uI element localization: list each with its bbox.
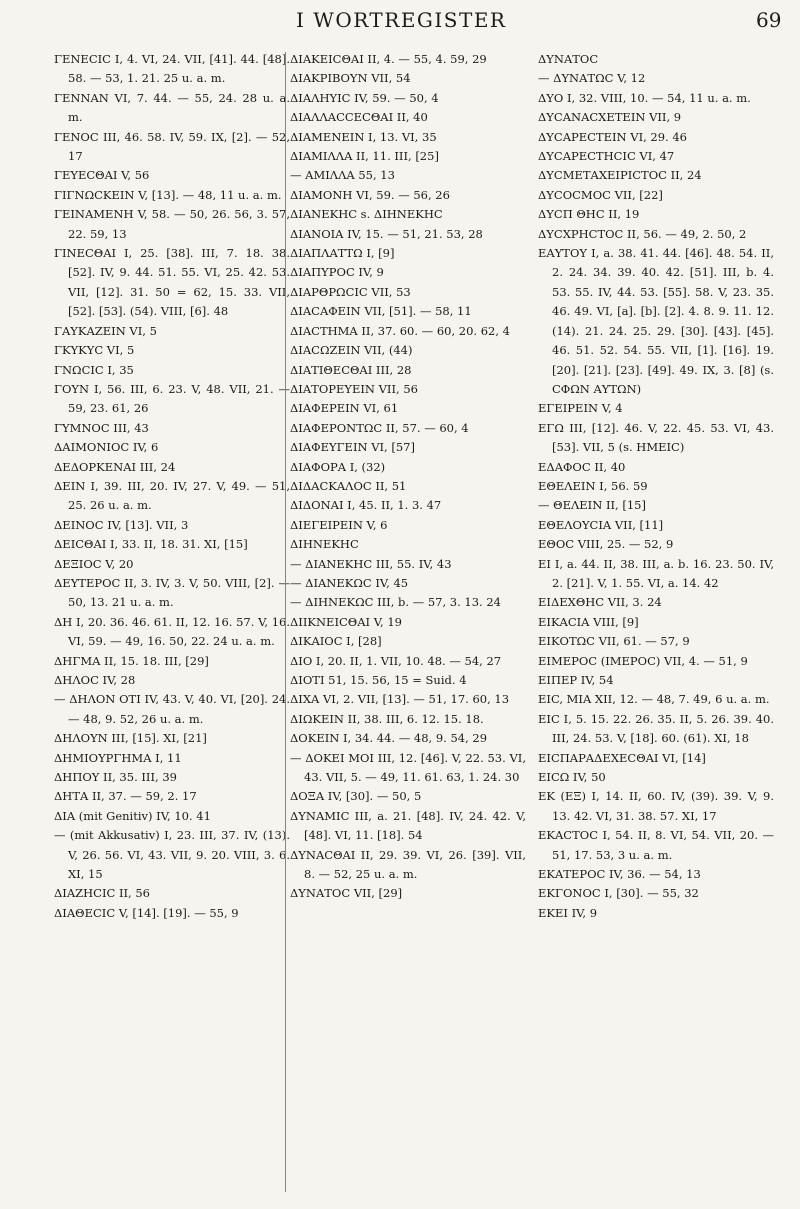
index-entry: ΔΙΑΘΕCΙC V, [14]. [19]. — 55, 9 bbox=[54, 905, 239, 920]
index-entry: ΕΙC, ΜΙΑ XII, 12. — 48, 7. 49, 6 u. a. m. bbox=[538, 692, 770, 707]
index-column-1 bbox=[54, 50, 290, 923]
index-entry: ΔΕΔΟΡΚΕΝΑΙ III, 24 bbox=[54, 459, 176, 474]
index-entry: ΔΥCΑΝΑCΧΕΤΕΙΝ VII, 9 bbox=[538, 110, 682, 125]
index-entry: ΔΙΟ I, 20. II, 1. VII, 10. 48. — 54, 27 bbox=[290, 653, 502, 668]
index-entry: ΔΙΩΚΕΙΝ II, 38. III, 6. 12. 15. 18. bbox=[290, 711, 484, 726]
index-entry: ΔΕΙΝΟC IV, [13]. VII, 3 bbox=[54, 517, 189, 532]
index-entry: ΔΙΑΦΕΡΟΝΤΩC II, 57. — 60, 4 bbox=[290, 420, 469, 435]
index-entry: — ΔΟΚΕΙ ΜΟΙ III, 12. [46]. V, 22. 53. VI, 43. VII, 5. — 49, 11. 61. 63, 1. 24. 30 bbox=[290, 750, 526, 785]
index-entry: ΔΙΑΦΕΥΓΕΙΝ VI, [57] bbox=[290, 440, 415, 455]
index-entry: ΓΟΥΝ I, 56. III, 6. 23. V, 48. VII, 21. — 59, 23. 61, 26 bbox=[54, 381, 290, 416]
index-entry: ΕΓΩ III, [12]. 46. V, 22. 45. 53. VI, 43. [53]. VII, 5 (s. ΗΜΕΙC) bbox=[538, 420, 774, 455]
index-entry: ΕΑΥΤΟΥ I, a. 38. 41. 44. [46]. 48. 54. II, 2. 24. 34. 39. 40. 42. [51]. III, b. 4. 53. 55. IV, 44. 53. [55]. 58. V, 23. 35. 46. 49. VI, [a]. [b]. [2]. 4. 8. 9. 11. 12. (14). 21. 24. 25. 29. [30]. [43]. [45]. 46. 51. 52. 54. 55. VII, [1]. [16]. 19. [20]. [21]. [23]. [49]. 49. IX, 3. [8] (s. CΦΩΝ ΑΥΤΩΝ) bbox=[538, 246, 774, 396]
index-entry: ΔΕΙCΘΑΙ I, 33. II, 18. 31. XI, [15] bbox=[54, 537, 248, 552]
index-entry: ΕΚΑCΤΟC I, 54. II, 8. VI, 54. VII, 20. — 51, 17. 53, 3 u. a. m. bbox=[538, 828, 774, 862]
index-entry: ΔΥCΠ ΘΗC II, 19 bbox=[538, 207, 640, 222]
index-entry: ΕΘΟC VIII, 25. — 52, 9 bbox=[538, 537, 674, 552]
index-entry: ΔΙΑΡΘΡΩCΙC VII, 53 bbox=[290, 284, 411, 299]
index-entry: ΔΕΞΙΟC V, 20 bbox=[54, 556, 134, 571]
index-entry: ΔΥΝΑCΘΑΙ II, 29. 39. VI, 26. [39]. VII, 8. — 52, 25 u. a. m. bbox=[290, 847, 526, 882]
index-entry: ΔΑΙΜΟΝΙΟC IV, 6 bbox=[54, 440, 159, 455]
index-entry: ΔΙΚΑΙΟC I, [28] bbox=[290, 634, 382, 649]
index-entry: ΔΙΑΠΥΡΟC IV, 9 bbox=[290, 265, 384, 280]
index-entry: ΔΥCΑΡΕCΤΗCΙC VI, 47 bbox=[538, 149, 675, 164]
index-entry: ΔΗ I, 20. 36. 46. 61. II, 12. 16. 57. V, 16. VI, 59. — 49, 16. 50, 22. 24 u. a. m. bbox=[54, 614, 290, 649]
index-entry: ΔΙΑΤΟΡΕΥΕΙΝ VII, 56 bbox=[290, 381, 418, 396]
index-entry: ΔΗΛΟΥΝ III, [15]. XI, [21] bbox=[54, 731, 207, 746]
index-entry: — ΑΜΙΛΛΑ 55, 13 bbox=[290, 168, 395, 183]
index-entry: ΔΗΠΟΥ II, 35. III, 39 bbox=[54, 770, 177, 785]
index-entry: ΓΙΓΝΩCΚΕΙΝ V, [13]. — 48, 11 u. a. m. bbox=[54, 187, 282, 202]
index-entry: ΕΘΕΛΕΙΝ I, 56. 59 bbox=[538, 478, 648, 493]
index-entry: ΔΙΕΓΕΙΡΕΙΝ V, 6 bbox=[290, 517, 388, 532]
index-entry: ΔΙΗΝΕΚΗC bbox=[290, 537, 359, 552]
index-column-2 bbox=[290, 50, 526, 904]
index-entry: ΔΙΑ (mit Genitiv) IV, 10. 41 bbox=[54, 808, 211, 823]
index-entry: ΔΙΑΛΗΥΙC IV, 59. — 50, 4 bbox=[290, 90, 439, 105]
index-entry: ΔΙΑΜΙΛΛΑ II, 11. III, [25] bbox=[290, 149, 439, 164]
index-entry: ΔΙΑΜΟΝΗ VI, 59. — 56, 26 bbox=[290, 187, 450, 202]
index-entry: ΔΗΜΙΟΥΡΓΗΜΑ I, 11 bbox=[54, 750, 182, 765]
index-entry: ΔΙΑCΑΦΕΙΝ VII, [51]. — 58, 11 bbox=[290, 304, 472, 319]
index-entry: ΓΥΜΝΟC III, 43 bbox=[54, 420, 149, 435]
index-entry: ΔΙΔΟΝΑΙ I, 45. II, 1. 3. 47 bbox=[290, 498, 442, 513]
index-entry: ΔΥΝΑΜΙC III, a. 21. [48]. IV, 24. 42. V, [48]. VI, 11. [18]. 54 bbox=[290, 808, 526, 843]
index-entry: ΔΙΑCΩΖΕΙΝ VII, (44) bbox=[290, 343, 413, 358]
index-entry: ΔΗΓΜΑ II, 15. 18. III, [29] bbox=[54, 653, 209, 668]
index-entry: ΕΓΕΙΡΕΙΝ V, 4 bbox=[538, 401, 623, 416]
index-entry: — (mit Akkusativ) I, 23. III, 37. IV, (13). V, 26. 56. VI, 43. VII, 9. 20. VIII, 3. 6. XI, 15 bbox=[54, 828, 290, 882]
index-entry: ΓΕΝΝΑΝ VI, 7. 44. — 55, 24. 28 u. a. m. bbox=[54, 90, 290, 125]
index-entry: ΔΟΞΑ IV, [30]. — 50, 5 bbox=[290, 789, 422, 804]
index-entry: ΕΚ (ΕΞ) I, 14. II, 60. IV, (39). 39. V, 9. 13. 42. VI, 31. 38. 57. XI, 17 bbox=[538, 789, 774, 823]
page-number: 69 bbox=[756, 8, 782, 32]
index-entry: ΔΥΝΑΤΟC VII, [29] bbox=[290, 886, 403, 901]
index-entry: ΔΙΑΠΛΑΤΤΩ I, [9] bbox=[290, 246, 395, 261]
index-entry: — ΔΙΑΝΕΚΩC IV, 45 bbox=[290, 575, 409, 590]
index-entry: ΔΙΑCΤΗΜΑ II, 37. 60. — 60, 20. 62, 4 bbox=[290, 323, 510, 338]
index-entry: ΔΙΑΚΕΙCΘΑΙ II, 4. — 55, 4. 59, 29 bbox=[290, 52, 487, 66]
index-entry: ΔΕΙΝ I, 39. III, 20. IV, 27. V, 49. — 51, 25. 26 u. a. m. bbox=[54, 478, 290, 513]
index-entry: ΔΥCΑΡΕCΤΕΙΝ VI, 29. 46 bbox=[538, 129, 687, 144]
index-entry: ΕΚΕΙ IV, 9 bbox=[538, 905, 598, 920]
index-entry: — ΔΗΛΟΝ ΟΤΙ IV, 43. V, 40. VI, [20]. 24. — 48, 9. 52, 26 u. a. m. bbox=[54, 692, 290, 726]
index-entry: ΕΙΠΕΡ IV, 54 bbox=[538, 673, 614, 687]
column-divider bbox=[285, 52, 286, 1192]
index-entry: ΕΚΑΤΕΡΟC IV, 36. — 54, 13 bbox=[538, 867, 701, 882]
index-entry: ΔΙΑΦΟΡΑ I, (32) bbox=[290, 459, 386, 474]
index-entry: ΓΕΝΕCΙC I, 4. VI, 24. VII, [41]. 44. [48]. 58. — 53, 1. 21. 25 u. a. m. bbox=[54, 52, 290, 86]
index-entry: ΕΙ I, a. 44. II, 38. III, a. b. 16. 23. 50. IV, 2. [21]. V, 1. 55. VI, a. 14. 42 bbox=[538, 556, 774, 590]
index-entry: ΕΙC I, 5. 15. 22. 26. 35. II, 5. 26. 39. 40. III, 24. 53. V, [18]. 60. (61). XI, 18 bbox=[538, 711, 774, 746]
index-entry: ΕΙΔΕΧΘΗC VII, 3. 24 bbox=[538, 595, 662, 610]
index-entry: ΔΙΑΖΗCΙC II, 56 bbox=[54, 886, 150, 901]
index-entry: ΓΙΝΕCΘΑΙ I, 25. [38]. III, 7. 18. 38. [52]. IV, 9. 44. 51. 55. VI, 25. 42. 53. VII, [12]. 31. 50 = 62, 15. 33. VII, [52]. [53]. (54). VIII, [6]. 48 bbox=[54, 246, 290, 319]
index-entry: ΓΑΥΚΑΖΕΙΝ VI, 5 bbox=[54, 323, 157, 338]
index-column-3 bbox=[538, 50, 774, 923]
index-entry: ΔΙΔΑCΚΑΛΟC II, 51 bbox=[290, 478, 407, 493]
index-entry: ΔΗΛΟC IV, 28 bbox=[54, 673, 136, 687]
index-entry: ΔΙΙΚΝΕΙCΘΑΙ V, 19 bbox=[290, 614, 402, 629]
index-entry: ΔΙΧΑ VI, 2. VII, [13]. — 51, 17. 60, 13 bbox=[290, 692, 510, 707]
index-entry: ΔΥΟ I, 32. VIII, 10. — 54, 11 u. a. m. bbox=[538, 90, 751, 105]
index-entry: ΕΙCΩ IV, 50 bbox=[538, 770, 606, 785]
index-entry: ΔΟΚΕΙΝ I, 34. 44. — 48, 9. 54, 29 bbox=[290, 731, 488, 746]
index-entry: ΓΕΝΟC III, 46. 58. IV, 59. IX, [2]. — 52, 17 bbox=[54, 129, 290, 164]
index-entry: ΔΙΑΛΛΑCCΕCΘΑΙ II, 40 bbox=[290, 110, 428, 125]
index-entry: ΔΙΑΤΙΘΕCΘΑΙ III, 28 bbox=[290, 362, 412, 377]
index-entry: ΔΗΤΑ II, 37. — 59, 2. 17 bbox=[54, 789, 197, 804]
index-entry: — ΘΕΛΕΙΝ II, [15] bbox=[538, 498, 646, 513]
index-entry: ΔΙΑΦΕΡΕΙΝ VI, 61 bbox=[290, 401, 399, 416]
running-head: I WORTREGISTER bbox=[296, 8, 507, 32]
index-entry: ΕΙCΠΑΡΑΔΕΧΕCΘΑΙ VI, [14] bbox=[538, 750, 706, 765]
index-entry: ΕΘΕΛΟΥCΙΑ VII, [11] bbox=[538, 517, 664, 532]
index-entry: ΕΙΜΕΡΟC (ΙΜΕΡΟC) VII, 4. — 51, 9 bbox=[538, 653, 748, 668]
index-entry: ΔΙΑΜΕΝΕΙΝ I, 13. VI, 35 bbox=[290, 129, 437, 144]
index-entry: ΕΚΓΟΝΟC I, [30]. — 55, 32 bbox=[538, 886, 699, 901]
index-entry: ΓΕΥΕCΘΑΙ V, 56 bbox=[54, 168, 150, 183]
index-entry: ΔΙΑΚΡΙΒΟΥΝ VII, 54 bbox=[290, 71, 411, 86]
index-entry: ΔΥCΟCΜΟC VII, [22] bbox=[538, 187, 663, 202]
index-entry: ΔΥCΧΡΗCΤΟC II, 56. — 49, 2. 50, 2 bbox=[538, 226, 747, 241]
index-entry: ΓΝΩCΙC I, 35 bbox=[54, 362, 134, 377]
index-entry: ΔΕΥΤΕΡΟC II, 3. IV, 3. V, 50. VIII, [2]. — 50, 13. 21 u. a. m. bbox=[54, 575, 290, 610]
index-entry: ΕΙΚΑCΙΑ VIII, [9] bbox=[538, 614, 639, 629]
index-entry: ΔΙΟΤΙ 51, 15. 56, 15 = Suid. 4 bbox=[290, 673, 467, 687]
index-entry: ΓΚΥΚΥC VI, 5 bbox=[54, 343, 135, 358]
index-entry: ΓΕΙΝΑΜΕΝΗ V, 58. — 50, 26. 56, 3. 57, 22. 59, 13 bbox=[54, 207, 290, 241]
index-entry: — ΔΙΗΝΕΚΩC III, b. — 57, 3. 13. 24 bbox=[290, 595, 501, 610]
index-entry: ΕΔΑΦΟC II, 40 bbox=[538, 459, 626, 474]
index-entry: ΔΙΑΝΟΙΑ IV, 15. — 51, 21. 53, 28 bbox=[290, 226, 483, 241]
index-entry: — ΔΙΑΝΕΚΗC III, 55. IV, 43 bbox=[290, 556, 452, 571]
index-entry: ΔΥCΜΕΤΑΧΕΙΡΙCΤΟC II, 24 bbox=[538, 168, 702, 183]
index-entry: — ΔΥΝΑΤΩC V, 12 bbox=[538, 71, 646, 86]
index-entry: ΔΥΝΑΤΟC bbox=[538, 52, 599, 66]
index-entry: ΕΙΚΟΤΩC VII, 61. — 57, 9 bbox=[538, 634, 690, 649]
index-entry: ΔΙΑΝΕΚΗC s. ΔΙΗΝΕΚΗC bbox=[290, 207, 443, 222]
